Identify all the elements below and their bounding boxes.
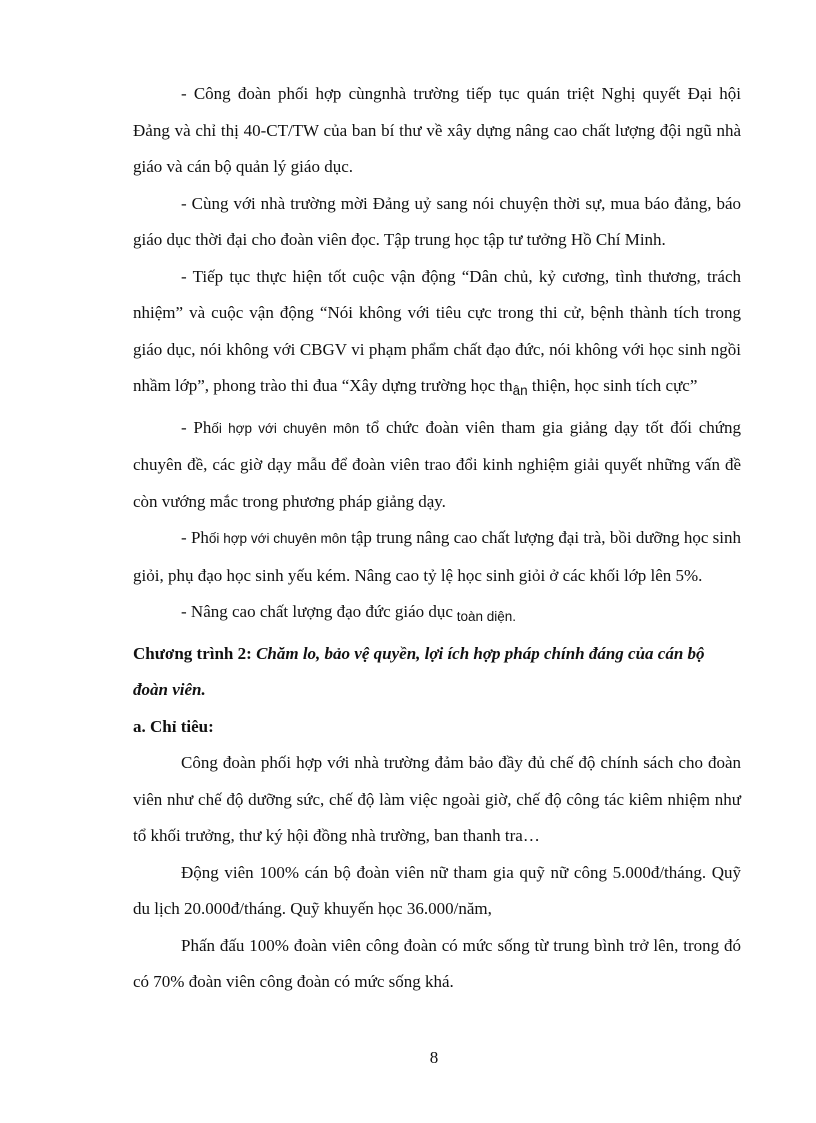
program-label: Chương trình 2: [133,643,257,663]
page-number: 8 [429,1048,439,1067]
paragraph-5-text: tập trung nâng cao chất lượng đại trà, bồi dưỡng học sinh giỏi, phụ đạo học sinh yếu kém. Nâng cao tỷ lệ học sinh giỏi ở các khối lớp lên 5%. [133,528,741,585]
program-title: Chăm lo, bảo vệ quyền, lợi ích hợp pháp chính đáng của cán bộ đoàn viên. [133,643,705,699]
paragraph-7: Công đoàn phối hợp với nhà trường đảm bảo đầy đủ chế độ chính sách cho đoàn viên như chế độ dưỡng sức, chế độ làm việc ngoài giờ, chế độ công tác kiêm nhiệm như tổ khối trưởng, thư ký hội đồng nhà trường, ban thanh tra… [133,753,741,845]
paragraph-4-small: ối hợp với chuyên môn [211,420,360,436]
page-body [133,76,741,1001]
paragraph-9: Phấn đấu 100% đoàn viên công đoàn có mức sống từ trung bình trở lên, trong đó có 70% đoàn viên công đoàn có mức sống khá. [133,935,741,991]
paragraph-6 [133,594,741,636]
paragraph-3 [133,259,741,410]
paragraph-3-tail: thiện, học sinh tích cực” [527,376,698,395]
paragraph-2: - Cùng với nhà trường mời Đảng uỷ sang nói chuyện thời sự, mua báo đảng, báo giáo dục thời đại cho đoàn viên đọc. Tập trung học tập tư tưởng Hồ Chí Minh. [133,193,741,249]
paragraph-3-subscript: ân [512,383,528,398]
paragraph-4 [133,410,741,521]
paragraph-5-small: ối hợp với chuyên môn [208,531,347,546]
paragraph-4-lead: - Ph [181,417,212,437]
program-heading [133,636,741,709]
paragraph-3-text: - Tiếp tục thực hiện tốt cuộc vận động “Dân chủ, kỷ cương, tình thương, trách nhiệm” và cuộc vận động “Nói không với tiêu cực trong thi cử, bệnh thành tích trong giáo dục, nói không với CBGV vi phạm phẩm chất đạo đức, nói không với học sinh ngồi nhầm lớp”, phong trào thi đua “Xây dựng trường học th [133,266,741,395]
paragraph-6-text: - Nâng cao chất lượng đạo đức giáo dục [181,602,453,621]
paragraph-5 [133,520,741,594]
paragraph-8: Động viên 100% cán bộ đoàn viên nữ tham gia quỹ nữ công 5.000đ/tháng. Quỹ du lịch 20.000đ/tháng. Quỹ khuyến học 36.000/năm, [133,862,741,918]
section-heading: a. Chỉ tiêu: [133,716,214,736]
paragraph-1: - Công đoàn phối hợp cùngnhà trường tiếp tục quán triệt Nghị quyết Đại hội Đảng và chỉ thị 40-CT/TW của ban bí thư về xây dựng nâng cao chất lượng đội ngũ nhà giáo và cán bộ quản lý giáo dục. [133,84,741,176]
paragraph-5-lead: - Ph [181,528,209,547]
paragraph-6-subscript: toàn diện. [452,609,516,624]
paragraph-4-text: tổ chức đoàn viên tham gia giảng dạy tốt đối chứng chuyên đề, các giờ dạy mẫu để đoàn viên trao đổi kinh nghiệm giải quyết những vấn đề còn vướng mắc trong phương pháp giảng dạy. [133,417,741,511]
